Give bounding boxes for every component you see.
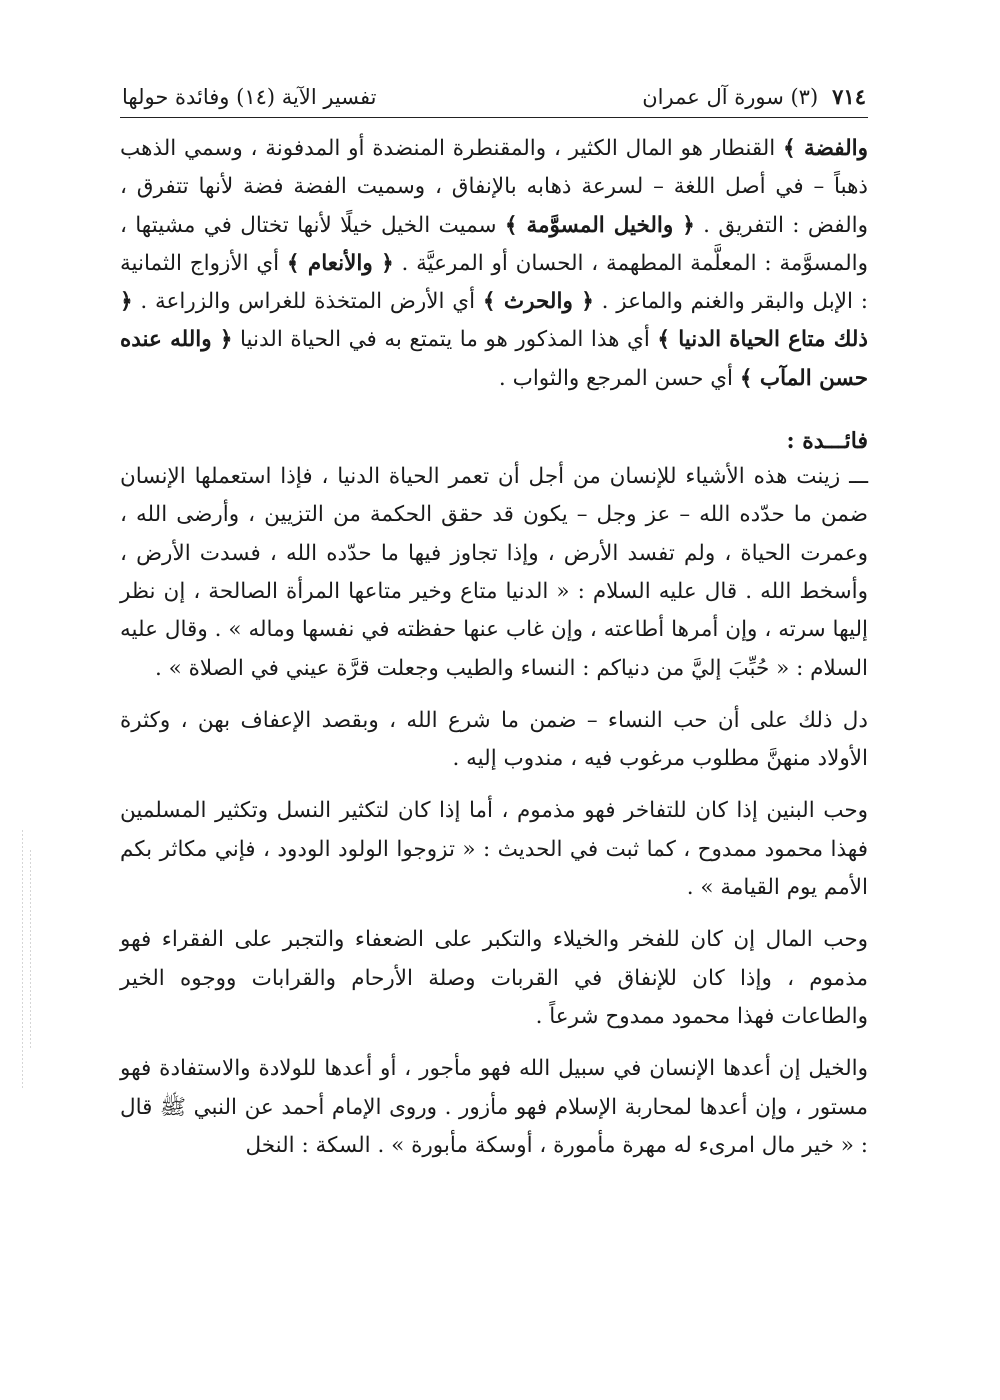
body-text: أي حسن المرجع والثواب . xyxy=(498,365,740,391)
running-header xyxy=(120,84,868,118)
body-paragraph: والخيل إن أعدها الإنسان في سبيل الله فهو مأجور ، أو أعدها للولادة والاستفادة فهو مستور ، وإن أعدها لمحاربة الإسلام فهو مأزور . وروى الإمام أحمد عن النبي ﷺ قال : « خير مال امرىء له مهرة مأمورة ، أوسكة مأبورة » . السكة : النخل xyxy=(120,1056,868,1158)
book-page xyxy=(120,84,868,1165)
body-text: أي الأرض المتخذة للغراس والزراعة . xyxy=(132,289,483,315)
quran-term: ﴿ والحرث ﴾ xyxy=(482,289,594,315)
faida-heading: فائـــدة : xyxy=(786,428,868,455)
margin-mark xyxy=(22,830,23,1090)
page-number: ٧١٤ xyxy=(832,84,866,109)
body-paragraph: وحب البنين إذا كان للتفاخر فهو مذموم ، أما إذا كان لتكثير النسل وتكثير المسلمين فهذا محمود ممدوح ، كما ثبت في الحديث : « تزوجوا الولود الودود ، فإني مكاثر بكم الأمم يوم القيامة » . xyxy=(120,798,868,901)
quran-term: ﴿ ذلك متاع الحياة الدنيا ﴾ xyxy=(120,289,868,353)
body-paragraph: دل ذلك على أن حب النساء – ضمن ما شرع الله ، وبقصد الإعفاف بهن ، وكثرة الأولاد منهنَّ مطلوب مرغوب فيه ، مندوب إليه . xyxy=(120,707,868,772)
header-right xyxy=(642,84,866,109)
quran-term: ﴿ والله عنده حسن المآب ﴾ xyxy=(120,327,868,391)
margin-mark xyxy=(30,850,31,1050)
faida-paragraph: ـــ زينت هذه الأشياء للإنسان من أجل أن تعمر الحياة الدنيا ، فإذا استعملها الإنسان ضمن ما حدّده الله – عز وجل – يكون قد حقق الحكمة من التزيين ، وأرضى الله ، وعمرت الحياة ، ولم تفسد الأرض ، وإذا تجاوز فيها ما حدّده الله ، فسدت الأرض ، وأسخط الله . قال عليه السلام : « الدنيا متاع وخير متاعها المرأة الصالحة ، إن نظر إليها سرته ، وإن أمرها أطاعته ، وإن غاب عنها حفظته في نفسها وماله » . وقال عليه السلام : « حُبِّبَ إليَّ من دنياكم : النساء والطيب وجعلت قرَّة عيني في الصلاة » . xyxy=(120,464,868,681)
chapter-title: (٣) سورة آل عمران xyxy=(642,85,819,109)
quran-term: ﴿ والأنعام ﴾ xyxy=(286,250,394,276)
section-title: تفسير الآية (١٤) وفائدة حولها xyxy=(122,85,377,109)
body-text: سميت الخيل خيلًا لأنها تختال في مشيتها ، والمسوَّمة : المعلَّمة المطهمة ، الحسان أو المرعيَّة . xyxy=(120,212,868,276)
quran-term: ﴿ والخيل المسوَّمة ﴾ xyxy=(504,212,695,238)
body-text: أي هذا المذكور هو ما يتمتع به في الحياة الدنيا xyxy=(232,327,658,353)
body-paragraph: وحب المال إن كان للفخر والخيلاء والتكبر على الضعفاء والتجبر على الفقراء فهو مذموم ، وإذا كان للإنفاق في القربات وصلة الأرحام والقرابات ووجوه الخير والطاعات فهذا محمود ممدوح شرعاً . xyxy=(120,927,868,1029)
body-text: أي الأزواج الثمانية : الإبل والبقر والغنم والماعز . xyxy=(120,250,869,315)
body-text: القنطار هو المال الكثير ، والمقنطرة المنضدة أو المدفونة ، وسمي الذهب ذهباً – في أصل اللغة – لسرعة ذهابه بالإنفاق ، وسميت الفضة فضة لأنها تتفرق ، والفض : التفريق . xyxy=(120,136,868,238)
tafsir-paragraph xyxy=(120,130,868,398)
quran-term: والفضة ﴾ xyxy=(783,136,868,161)
